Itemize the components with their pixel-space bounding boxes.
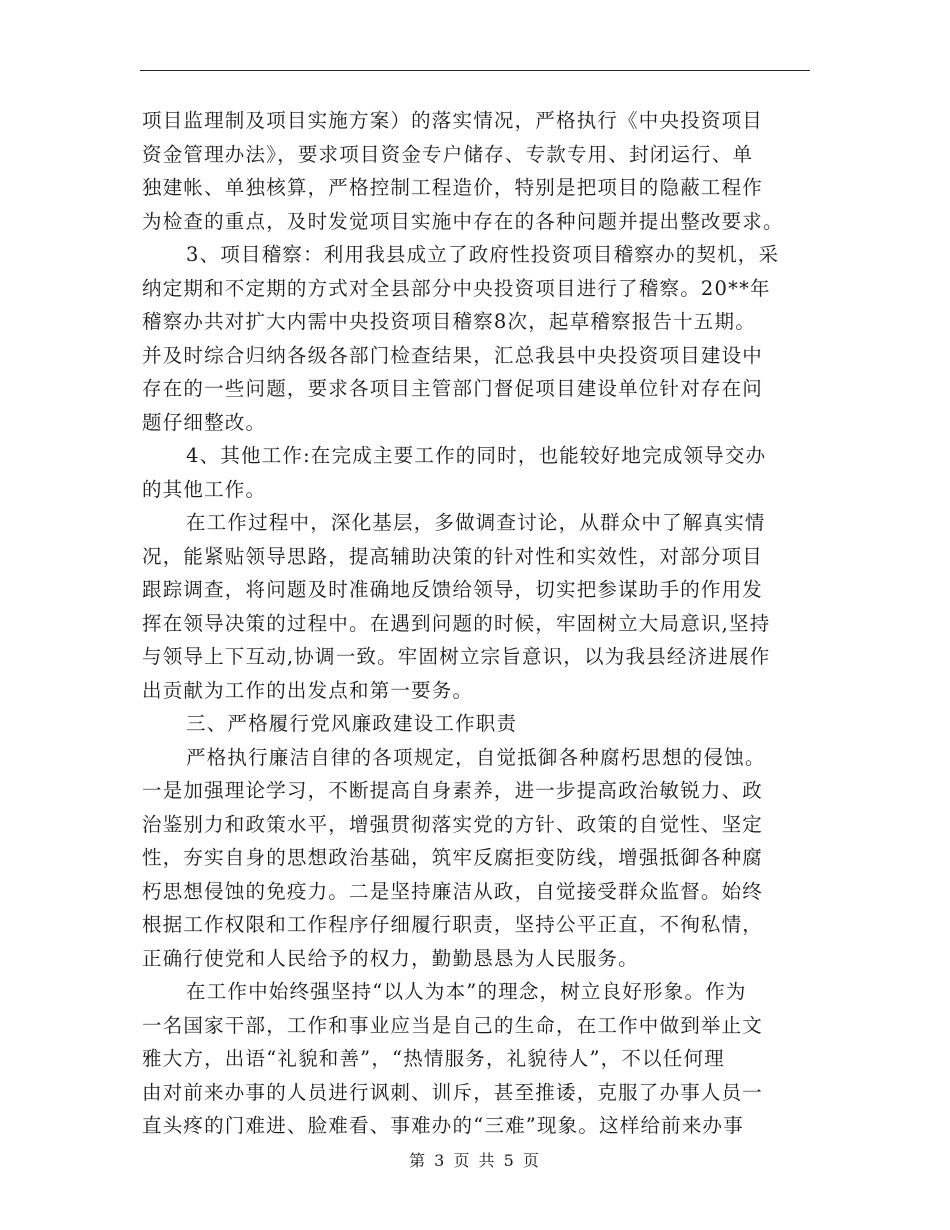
page-number-footer: 第 3 页 共 5 页 [409, 1151, 541, 1170]
text-line: 一是加强理论学习，不断提高自身素养，进一步提高政治敏锐力、政 [142, 779, 764, 802]
text-line: 3、项目稽察：利用我县成立了政府性投资项目稽察办的契机，采 [186, 243, 780, 266]
text-line: 在工作过程中，深化基层，多做调查讨论，从群众中了解真实情 [186, 511, 766, 534]
text-line: 为检查的重点，及时发觉项目实施中存在的各种问题并提出整改要求。 [142, 209, 784, 233]
text-line: 根据工作权限和工作程序仔细履行职责，坚持公平正直，不徇私情， [142, 913, 764, 936]
text-line: 存在的一些问题，要求各项目主管部门督促项目建设单位针对存在问 [142, 377, 764, 400]
text-line: 与领导上下互动,协调一致。牢固树立宗旨意识，以为我县经济进展作 [142, 645, 771, 668]
text-line: 正确行使党和人民给予的权力，勤勤恳恳为人民服务。 [142, 946, 639, 970]
text-line: 题仔细整改。 [142, 410, 267, 434]
text-line: 严格执行廉洁自律的各项规定，自觉抵御各种腐朽思想的侵蚀。 [186, 745, 766, 769]
text-line: 在工作中始终强坚持“以人为本”的理念，树立良好形象。作为 [186, 980, 747, 1003]
text-line: 性，夯实自身的思想政治基础，筑牢反腐拒变防线，增强抵御各种腐 [142, 846, 764, 869]
text-line: 跟踪调查，将问题及时准确地反馈给领导，切实把参谋助手的作用发 [142, 578, 764, 601]
text-line: 直头疼的门难进、脸难看、事难办的“三难”现象。这样给前来办事 [142, 1114, 744, 1137]
text-line: 并及时综合归纳各级各部门检查结果，汇总我县中央投资项目建设中 [142, 343, 764, 367]
text-line: 资金管理办法》，要求项目资金专户储存、专款专用、封闭运行、单 [142, 142, 754, 166]
text-line: 纳定期和不定期的方式对全县部分中央投资项目进行了稽察。20**年 [142, 276, 771, 300]
text-line: 雅大方，出语“礼貌和善”，“热情服务，礼貌待人”，不以任何理 [142, 1047, 725, 1070]
text-line: 4、其他工作:在完成主要工作的同时，也能较好地完成领导交办 [186, 444, 767, 467]
text-line: 由对前来办事的人员进行讽刺、训斥，甚至推诿，克服了办事人员一 [142, 1080, 764, 1104]
text-line: 项目监理制及项目实施方案）的落实情况，严格执行《中央投资项目 [142, 109, 764, 132]
text-line: 挥在领导决策的过程中。在遇到问题的时候，牢固树立大局意识,坚持 [142, 611, 771, 635]
text-line: 况，能紧贴领导思路，提高辅助决策的针对性和实效性，对部分项目 [142, 544, 764, 568]
text-line: 独建帐、单独核算，严格控制工程造价，特别是把项目的隐蔽工程作 [142, 176, 764, 199]
text-line: 稽察办共对扩大内需中央投资项目稽察8次，起草稽察报告十五期。 [142, 310, 756, 333]
header-rule [140, 70, 810, 71]
text-line: 三、严格履行党风廉政建设工作职责 [186, 712, 518, 735]
text-line: 朽思想侵蚀的免疫力。二是坚持廉洁从政，自觉接受群众监督。始终 [142, 879, 764, 903]
text-line: 出贡献为工作的出发点和第一要务。 [142, 678, 474, 702]
text-line: 的其他工作。 [142, 477, 267, 501]
document-body [142, 104, 812, 1143]
text-line: 一名国家干部，工作和事业应当是自己的生命，在工作中做到举止文 [142, 1013, 764, 1037]
text-line: 治鉴别力和政策水平，增强贯彻落实党的方针、政策的自觉性、坚定 [142, 812, 764, 836]
